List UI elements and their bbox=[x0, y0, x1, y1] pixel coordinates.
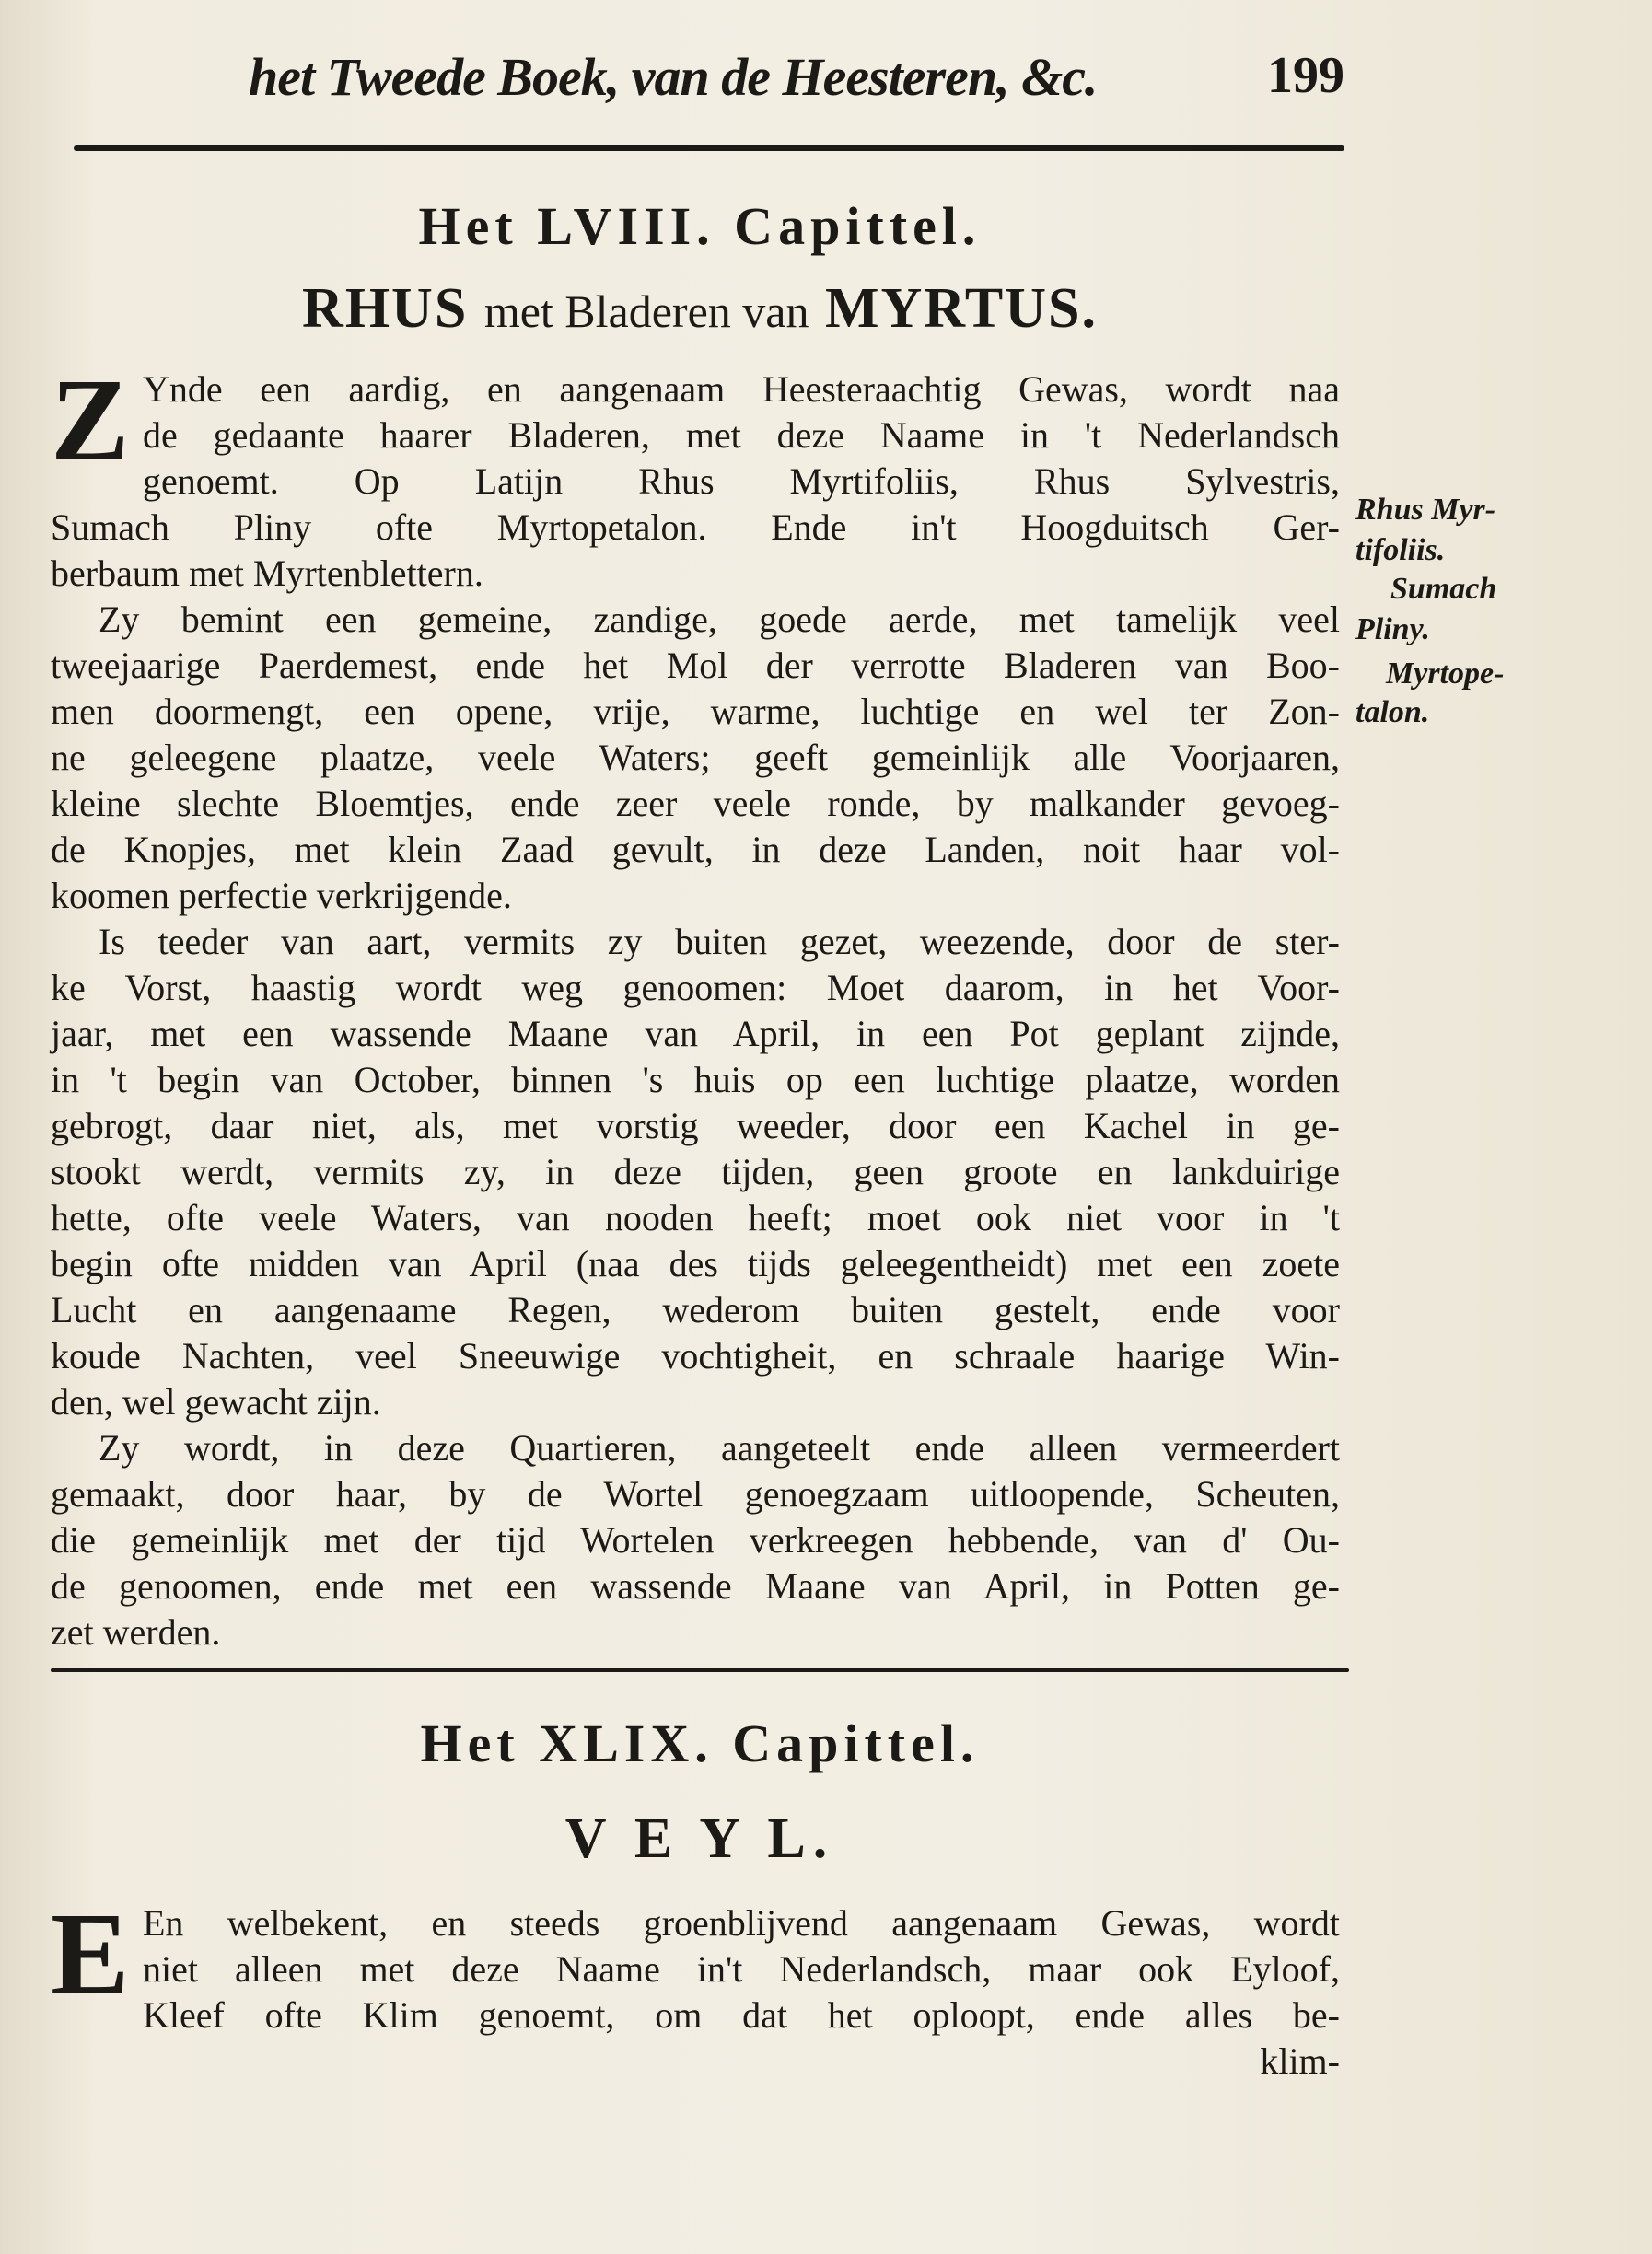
chapter-49-body bbox=[51, 1900, 1340, 2085]
text-line: niet alleen met deze Naame in't Nederlandsch, maar ook Eyloof, bbox=[143, 1948, 1340, 1990]
text-line: berbaum met Myrtenblettern. bbox=[51, 552, 483, 594]
text-line: jaar, met een wassende Maane van April, in een Pot geplant zijnde, bbox=[51, 1013, 1340, 1054]
title-rhus: RHUS bbox=[302, 277, 469, 340]
section-rule bbox=[51, 1668, 1349, 1672]
text-line: stookt werdt, vermits zy, in deze tijden, geen groote en lankduirige bbox=[51, 1151, 1340, 1192]
margin-note-line: Sumach bbox=[1390, 572, 1497, 606]
margin-note-line: Myrtope- bbox=[1386, 656, 1505, 691]
title-myrtus: MYRTUS. bbox=[824, 277, 1098, 340]
text-line: Zy bemint een gemeine, zandige, goede aerde, met tamelijk veel bbox=[99, 598, 1340, 640]
text-line: ke Vorst, haastig wordt weg genoomen: Moet daarom, in het Voor- bbox=[51, 967, 1340, 1008]
margin-note-line: Rhus Myr- bbox=[1355, 493, 1496, 527]
text-line: koomen perfectie verkrijgende. bbox=[51, 875, 512, 916]
text-line: En welbekent, en steeds groenblijvend aangenaam Gewas, wordt bbox=[143, 1902, 1340, 1944]
chapter-58-body bbox=[51, 366, 1340, 1656]
text-line: Zy wordt, in deze Quartieren, aangeteelt ende alleen vermeerdert bbox=[99, 1427, 1340, 1469]
text-line: Is teeder van aart, vermits zy buiten gezet, weezende, door de ster- bbox=[99, 921, 1340, 962]
chapter-49-heading: Het XLIX. Capittel. bbox=[420, 1714, 980, 1773]
text-line: Lucht en aangenaame Regen, wederom buiten gestelt, ende voor bbox=[51, 1289, 1340, 1330]
chapter-58-heading: Het LVIII. Capittel. bbox=[418, 196, 982, 256]
chapter-49-title: V E Y L. bbox=[564, 1807, 835, 1870]
drop-cap-z: Z bbox=[51, 354, 130, 485]
running-head bbox=[249, 37, 1344, 120]
drop-cap-e: E bbox=[51, 1888, 130, 2019]
text-line: hette, ofte veele Waters, van nooden heeft; moet ook niet voor in 't bbox=[51, 1197, 1340, 1238]
text-line: zet werden. bbox=[51, 1611, 221, 1653]
text-line: den, wel gewacht zijn. bbox=[51, 1381, 381, 1423]
text-line: genoemt. Op Latijn Rhus Myrtifoliis, Rhus Sylvestris, bbox=[143, 460, 1340, 502]
text-line: koude Nachten, veel Sneeuwige vochtigheit, en schraale haarige Win- bbox=[51, 1335, 1340, 1377]
text-line: kleine slechte Bloemtjes, ende zeer veele ronde, by malkander gevoeg- bbox=[51, 783, 1340, 824]
page-number: 199 bbox=[1267, 47, 1344, 104]
margin-note-rhus bbox=[1355, 490, 1540, 571]
catchword: klim- bbox=[1260, 2040, 1340, 2082]
title-met-bladeren: met Bladeren van bbox=[483, 285, 809, 337]
margin-note-sumach bbox=[1390, 569, 1575, 610]
margin-note-line: tifoliis. bbox=[1355, 533, 1446, 567]
text-line: gemaakt, door haar, by de Wortel genoegzaam uitloopende, Scheuten, bbox=[51, 1473, 1340, 1515]
text-line: Ynde een aardig, en aangenaam Heesteraachtig Gewas, wordt naa bbox=[143, 368, 1340, 410]
text-line: tweejaarige Paerdemest, ende het Mol der verrotte Bladeren van Boo- bbox=[51, 645, 1340, 686]
text-line: ne geleegene plaatze, veele Waters; geeft gemeinlijk alle Voorjaaren, bbox=[51, 737, 1340, 778]
text-line: de genoomen, ende met een wassende Maane van April, in Potten ge- bbox=[51, 1565, 1340, 1607]
margin-note-pliny bbox=[1355, 610, 1540, 650]
text-line: gebrogt, daar niet, als, met vorstig weeder, door een Kachel in ge- bbox=[51, 1105, 1340, 1146]
header-rule bbox=[74, 145, 1344, 151]
text-line: begin ofte midden van April (naa des tijds geleegentheidt) met een zoete bbox=[51, 1243, 1340, 1284]
text-line: die gemeinlijk met der tijd Wortelen verkreegen hebbende, van d' Ou- bbox=[51, 1519, 1340, 1561]
chapter-58-title bbox=[51, 276, 1349, 342]
text-line: de gedaante haarer Bladeren, met deze Naame in 't Nederlandsch bbox=[143, 414, 1340, 456]
margin-note-talon bbox=[1355, 692, 1540, 733]
margin-note-myrtopetalon bbox=[1386, 654, 1570, 694]
text-line: Kleef ofte Klim genoemt, om dat het oploopt, ende alles be- bbox=[143, 1994, 1340, 2036]
margin-note-line: Pliny. bbox=[1355, 612, 1430, 646]
margin-note-line: talon. bbox=[1355, 695, 1430, 729]
text-line: de Knopjes, met klein Zaad gevult, in deze Landen, noit haar vol- bbox=[51, 829, 1340, 870]
text-line: Sumach Pliny ofte Myrtopetalon. Ende in't Hoogduitsch Ger- bbox=[51, 506, 1340, 548]
running-title: het Tweede Boek, van de Heesteren, &c. bbox=[249, 47, 1098, 107]
text-line: in 't begin van October, binnen 's huis op een luchtige plaatze, worden bbox=[51, 1059, 1340, 1100]
text-line: men doormengt, een opene, vrije, warme, luchtige en wel ter Zon- bbox=[51, 691, 1340, 732]
